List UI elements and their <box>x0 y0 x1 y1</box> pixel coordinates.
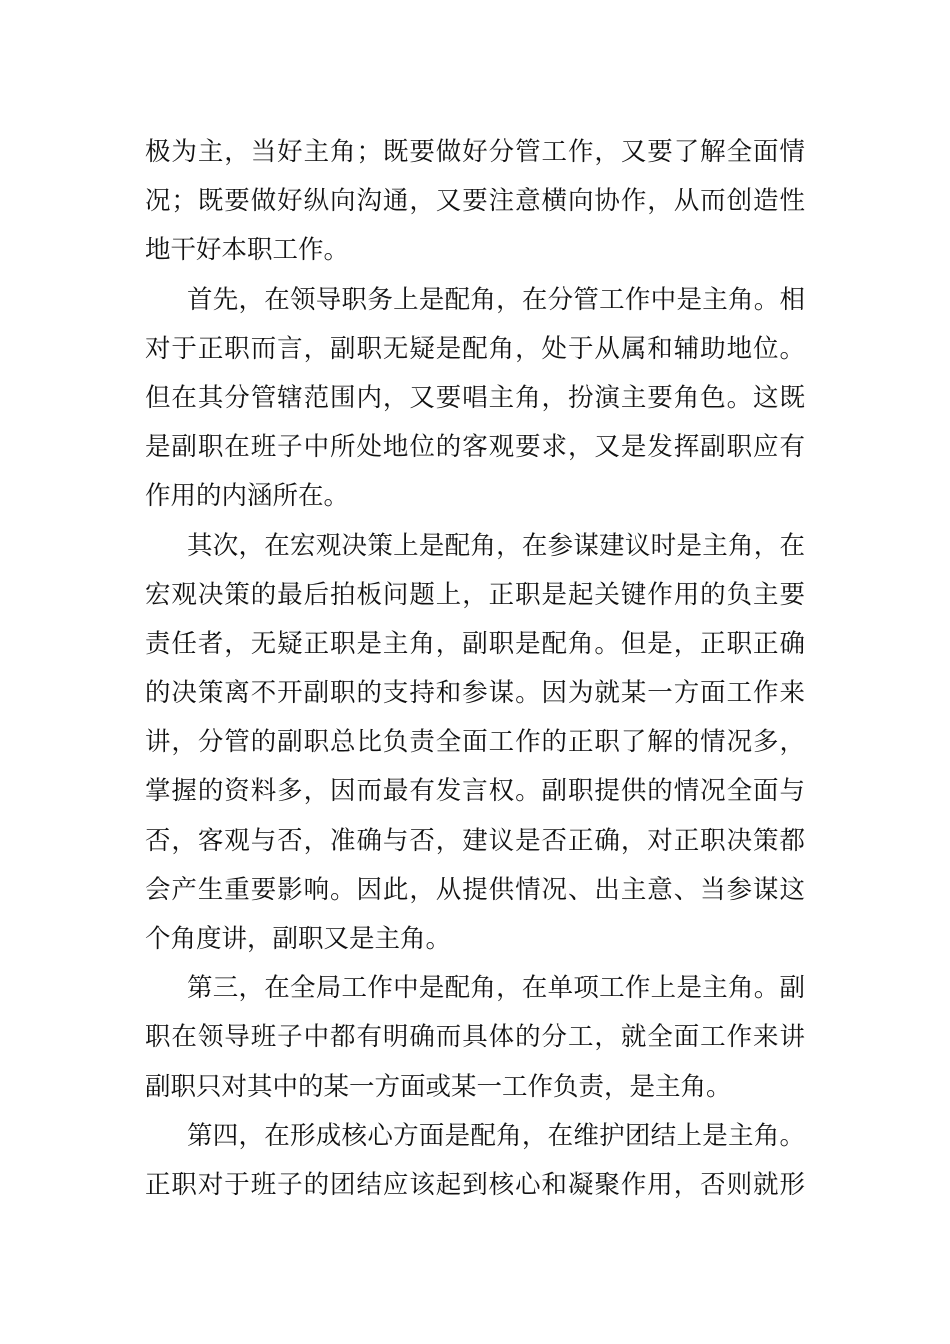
text-line: 但在其分管辖范围内，又要唱主角，扮演主要角色。这既 <box>145 382 805 413</box>
text-line: 掌握的资料多，因而最有发言权。副职提供的情况全面与 <box>145 776 805 807</box>
text-line: 极为主，当好主角；既要做好分管工作，又要了解全面情 <box>145 137 805 167</box>
text-line: 况；既要做好纵向沟通，又要注意横向协作，从而创造性 <box>145 186 805 217</box>
text-line: 职在领导班子中都有明确而具体的分工，就全面工作来讲 <box>145 1022 805 1053</box>
text-line: 是副职在班子中所处地位的客观要求，又是发挥副职应有 <box>145 432 805 463</box>
paragraph-first-line: 首先，在领导职务上是配角，在分管工作中是主角。相 <box>187 284 805 315</box>
text-line: 讲，分管的副职总比负责全面工作的正职了解的情况多， <box>145 727 805 758</box>
text-line: 对于正职而言，副职无疑是配角，处于从属和辅助地位。 <box>145 333 805 364</box>
text-line: 个角度讲，副职又是主角。 <box>145 924 452 954</box>
paragraph-first-line: 其次，在宏观决策上是配角，在参谋建议时是主角，在 <box>187 530 805 561</box>
text-line: 作用的内涵所在。 <box>145 481 350 512</box>
text-line: 副职只对其中的某一方面或某一工作负责，是主角。 <box>145 1071 732 1102</box>
text-line: 的决策离不开副职的支持和参谋。因为就某一方面工作来 <box>145 678 805 709</box>
text-line: 责任者，无疑正职是主角，副职是配角。但是，正职正确 <box>145 628 805 659</box>
text-line: 宏观决策的最后拍板问题上，正职是起关键作用的负主要 <box>145 579 805 610</box>
text-line: 否，客观与否，准确与否，建议是否正确，对正职决策都 <box>145 825 805 856</box>
document-body <box>145 128 805 1210</box>
text-line: 正职对于班子的团结应该起到核心和凝聚作用，否则就形 <box>145 1169 805 1200</box>
text-line: 地干好本职工作。 <box>145 235 350 266</box>
paragraph-first-line: 第四，在形成核心方面是配角，在维护团结上是主角。 <box>187 1120 805 1151</box>
paragraph-first-line: 第三，在全局工作中是配角，在单项工作上是主角。副 <box>187 973 805 1004</box>
text-line: 会产生重要影响。因此，从提供情况、出主意、当参谋这 <box>145 874 805 905</box>
